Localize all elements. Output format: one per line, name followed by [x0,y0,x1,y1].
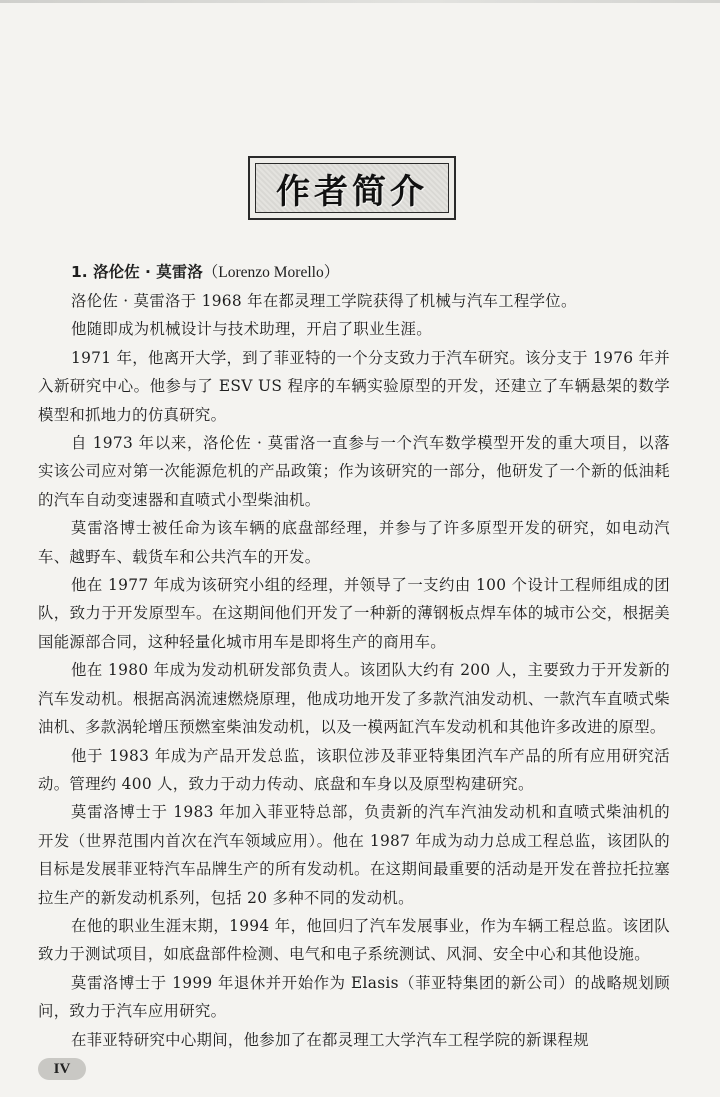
paragraph-10: 在他的职业生涯末期，1994 年，他回归了汽车发展事业，作为车辆工程总监。该团队致力于测试项目，如底盘部件检测、电气和电子系统测试、风洞、安全中心和其他设施。 [38,916,670,964]
biography-body [38,258,670,1054]
section-title-inner-frame [255,163,449,213]
section-title-frame [248,156,456,220]
paragraph-2: 他随即成为机械设计与技术助理，开启了职业生涯。 [71,320,432,339]
paragraph-4: 自 1973 年以来，洛伦佐 · 莫雷洛一直参与一个汽车数学模型开发的重大项目，以落实该公司应对第一次能源危机的产品政策；作为该研究的一部分，他研发了一个新的低油耗的汽车自动变速器和直喷式小型柴油机。 [38,434,670,509]
section-title: 作者简介 [276,171,428,212]
author-heading-latin-name: （Lorenzo Morello） [202,264,340,281]
paragraph-8: 他于 1983 年成为产品开发总监，该职位涉及菲亚特集团汽车产品的所有应用研究活动。管理约 400 人，致力于动力传动、底盘和车身以及原型构建研究。 [38,746,670,793]
paragraph-1: 洛伦佐 · 莫雷洛于 1968 年在都灵理工学院获得了机械与汽车工程学位。 [71,292,577,310]
author-heading [38,258,670,287]
paragraph-9: 莫雷洛博士于 1983 年加入菲亚特总部，负责新的汽车汽油发动机和直喷式柴油机的开发（世界范围内首次在汽车领域应用）。他在 1987 年成为动力总成工程总监，该团队的目标是发展菲亚特汽车品牌生产的所有发动机。在这期间最重要的活动是开发在普拉托拉塞拉生产的新发动机系列，包括 20 多种不同的发动机。 [38,803,670,907]
page-number: IV [53,1060,71,1077]
paragraph-7: 他在 1980 年成为发动机研发部负责人。该团队大约有 200 人，主要致力于开发新的汽车发动机。根据高涡流速燃烧原理，他成功地开发了多款汽油发动机、一款汽车直喷式柴油机、多款涡轮增压预燃室柴油发动机，以及一模两缸汽车发动机和其他许多改进的原型。 [38,661,670,737]
paragraph-11: 莫雷洛博士于 1999 年退休并开始作为 Elasis（菲亚特集团的新公司）的战略规划顾问，致力于汽车应用研究。 [38,973,670,1021]
paragraph-5: 莫雷洛博士被任命为该车辆的底盘部经理，并参与了许多原型开发的研究，如电动汽车、越野车、载货车和公共汽车的开发。 [38,519,670,566]
page-top-edge [0,0,720,3]
paragraph-12: 在菲亚特研究中心期间，他参加了在都灵理工大学汽车工程学院的新课程规 [71,1030,589,1049]
paragraph-6: 他在 1977 年成为该研究小组的经理，并领导了一支约由 100 个设计工程师组成的团队，致力于开发原型车。在这期间他们开发了一种新的薄钢板点焊车体的城市公交，根据美国能源部合同，这种轻量化城市用车是即将生产的商用车。 [38,576,670,651]
author-heading-name: 1. 洛伦佐 · 莫雷洛 [71,263,203,281]
paragraph-3: 1971 年，他离开大学，到了菲亚特的一个分支致力于汽车研究。该分支于 1976 年并入新研究中心。他参与了 ESV US 程序的车辆实验原型的开发，还建立了车辆悬架的数学模型和抓地力的仿真研究。 [38,348,670,424]
page-number-badge [38,1058,86,1080]
